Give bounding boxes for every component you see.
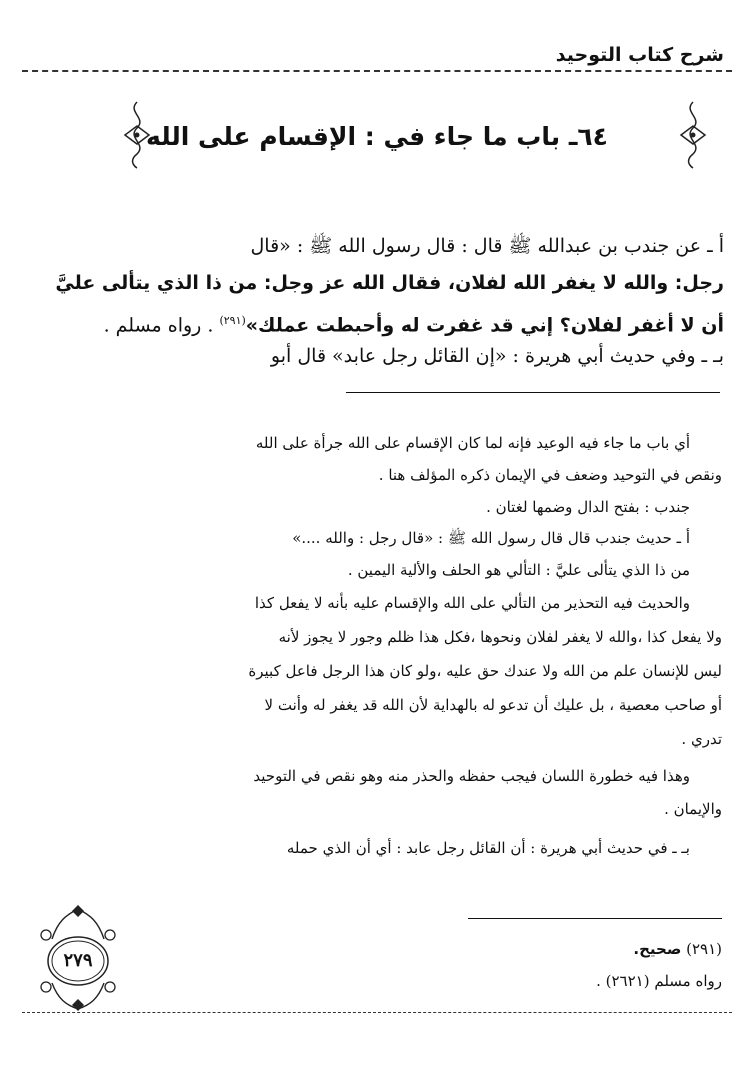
footnote-line [633, 938, 722, 960]
commentary-line: بـ ـ في حديث أبي هريرة : أن القائل رجل عابد : أي أن الذي حمله [286, 839, 690, 857]
commentary-line: والحديث فيه التحذير من التألي على الله والإقسام عليه بأنه لا يفعل كذا [254, 594, 690, 612]
footnote-marker: (٢٩١) [219, 314, 246, 327]
hadith-source: . رواه مسلم . [103, 314, 214, 337]
commentary-line: أو صاحب معصية ، بل عليك أن تدعو له بالهداية لأن الله قد يغفر له وأنت لا [264, 696, 722, 714]
page-number: ٢٧٩ [63, 950, 93, 971]
commentary-line: وهذا فيه خطورة اللسان فيجب حفظه والحذر منه وهو نقص في التوحيد [253, 767, 690, 785]
main-text-line: أ ـ عن جندب بن عبدالله ﷺ قال : قال رسول الله ﷺ : «قال [250, 235, 724, 257]
commentary-divider [346, 392, 720, 393]
commentary-line: من ذا الذي يتألى عليَّ : التألي هو الحلف والألية اليمين . [347, 561, 690, 579]
chapter-title: ٦٤ـ باب ما جاء في : الإقسام على الله [146, 122, 608, 151]
commentary-line: ليس للإنسان علم من الله ولا عندك حق عليه ،ولو كان هذا الرجل فاعل كبيرة [248, 662, 722, 680]
header-divider [22, 70, 732, 72]
footnote-number: (٢٩١) [686, 940, 722, 958]
ornament-right-icon [678, 100, 708, 170]
main-text-line: رجل: والله لا يغفر الله لفلان، فقال الله عز وجل: من ذا الذي يتألى عليَّ [55, 272, 724, 294]
commentary-line: والإيمان . [664, 800, 722, 818]
commentary-line: ولا يفعل كذا ،والله لا يغفر لفلان ونحوها ،فكل هذا ظلم وجور لا يجوز لأنه [278, 628, 722, 646]
footnote-grade: صحيح. [633, 940, 682, 958]
commentary-line: جندب : بفتح الدال وضمها لغتان . [486, 498, 690, 516]
footnote-line: رواه مسلم (٢٦٢١) . [596, 972, 722, 990]
commentary-line: تدري . [681, 730, 722, 748]
footnote-divider [468, 918, 722, 919]
commentary-line: ونقص في التوحيد وضعف في الإيمان ذكره المؤلف هنا . [378, 466, 722, 484]
running-header-title: شرح كتاب التوحيد [555, 44, 724, 66]
hadith-quote: أن لا أغفر لفلان؟ إني قد غفرت له وأحبطت عملك» [245, 314, 724, 337]
main-text-line [30, 308, 724, 338]
commentary-line: أي باب ما جاء فيه الوعيد فإنه لما كان الإقسام على الله جرأة على الله [255, 434, 690, 452]
footer-divider [22, 1012, 732, 1013]
main-text-line: بـ ـ وفي حديث أبي هريرة : «إن القائل رجل عابد» قال أبو [270, 345, 724, 367]
commentary-line: أ ـ حديث جندب قال قال رسول الله ﷺ : «قال رجل : والله ....» [292, 529, 690, 547]
